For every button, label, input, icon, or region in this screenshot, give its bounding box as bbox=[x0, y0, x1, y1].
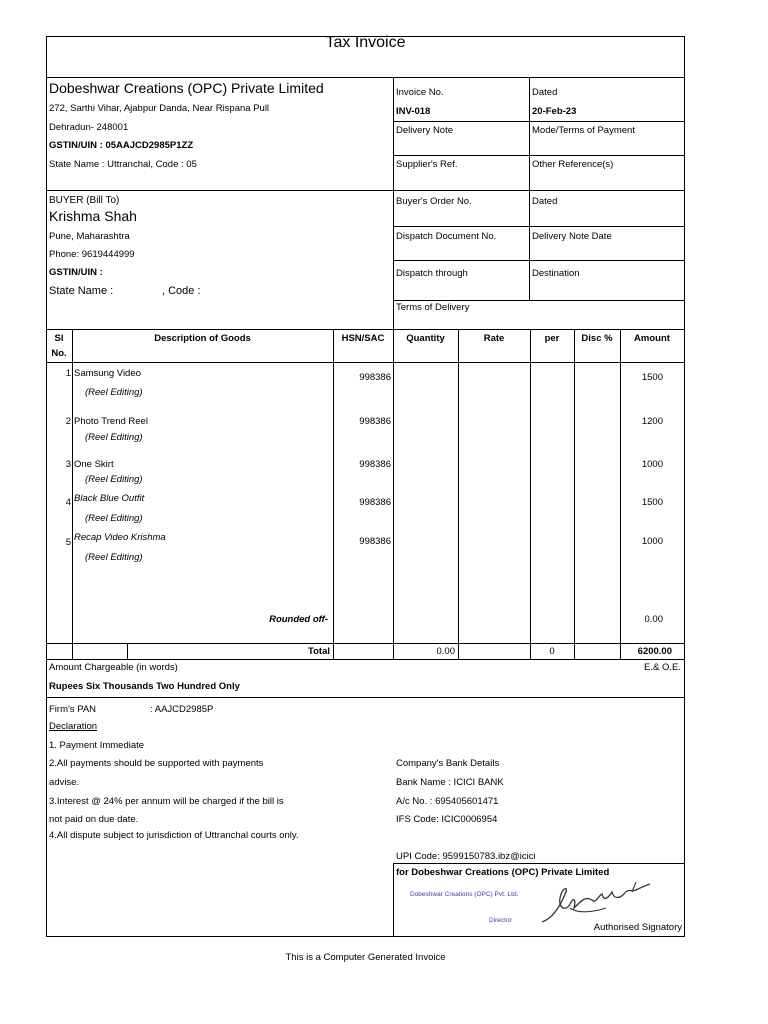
terms-delivery-label: Terms of Delivery bbox=[396, 302, 470, 313]
item-description: Recap Video Krishma bbox=[74, 532, 166, 543]
total-amount: 6200.00 bbox=[637, 646, 672, 657]
total-per: 0 bbox=[549, 646, 555, 657]
buyer-heading: BUYER (Bill To) bbox=[49, 195, 120, 206]
item-amount: 1500 bbox=[641, 372, 663, 383]
delivery-note-date-label: Delivery Note Date bbox=[532, 231, 612, 242]
buyers-order-label: Buyer's Order No. bbox=[396, 196, 472, 207]
item-sub-description: (Reel Editing) bbox=[85, 474, 143, 485]
company-stamp: Dobeshwar Creations (OPC) Pvt. Ltd. bbox=[410, 891, 519, 898]
declaration-line: 3.Interest @ 24% per annum will be charged if the bill is bbox=[49, 796, 284, 807]
amount-words-label: Amount Chargeable (in words) bbox=[49, 662, 178, 673]
item-hsn: 998386 bbox=[359, 497, 391, 508]
header-rate: Rate bbox=[483, 333, 505, 344]
footer-note: This is a Computer Generated Invoice bbox=[285, 952, 446, 963]
item-hsn: 998386 bbox=[359, 372, 391, 383]
header-amount: Amount bbox=[634, 333, 670, 344]
amount-words-value: Rupees Six Thousands Two Hundred Only bbox=[49, 681, 240, 692]
rounded-off-label: Rounded off- bbox=[269, 614, 328, 625]
buyer-name: Krishma Shah bbox=[49, 208, 137, 224]
eoe-label: E.& O.E. bbox=[644, 662, 681, 673]
total-label: Total bbox=[308, 646, 330, 657]
dated2-label: Dated bbox=[532, 196, 558, 207]
item-amount: 1500 bbox=[641, 497, 663, 508]
item-sl: 4 bbox=[65, 497, 71, 508]
item-sub-description: (Reel Editing) bbox=[85, 387, 143, 398]
bank-heading: Company's Bank Details bbox=[396, 758, 500, 769]
mode-terms-label: Mode/Terms of Payment bbox=[532, 125, 635, 136]
invoice-no-label: Invoice No. bbox=[396, 87, 444, 98]
buyer-gstin: GSTIN/UIN : bbox=[49, 267, 103, 278]
dispatch-doc-label: Dispatch Document No. bbox=[396, 231, 497, 242]
item-sl: 5 bbox=[65, 537, 71, 548]
item-sub-description: (Reel Editing) bbox=[85, 513, 143, 524]
item-amount: 1000 bbox=[641, 459, 663, 470]
item-sl: 1 bbox=[65, 368, 71, 379]
rounded-off-amount: 0.00 bbox=[644, 614, 663, 625]
destination-label: Destination bbox=[532, 268, 580, 279]
dated-label: Dated bbox=[532, 87, 558, 98]
for-company-label: for Dobeshwar Creations (OPC) Private Limited bbox=[396, 867, 610, 878]
dispatch-through-label: Dispatch through bbox=[396, 268, 468, 279]
bank-name: Bank Name : ICICI BANK bbox=[396, 777, 504, 788]
bank-ifs: IFS Code: ICIC0006954 bbox=[396, 814, 498, 825]
director-stamp: Director bbox=[489, 917, 512, 924]
suppliers-ref-label: Supplier's Ref. bbox=[396, 159, 458, 170]
item-amount: 1000 bbox=[641, 536, 663, 547]
invoice-no-value: INV-018 bbox=[396, 106, 431, 117]
declaration-line: not paid on due date. bbox=[49, 814, 139, 825]
header-sl: Sl bbox=[54, 333, 64, 344]
item-description: Photo Trend Reel bbox=[74, 416, 148, 427]
declaration-line: 1. Payment Immediate bbox=[49, 740, 145, 751]
declaration-line: 4.All dispute subject to jurisdiction of Uttranchal courts only. bbox=[49, 830, 299, 841]
seller-address-line2: Dehradun- 248001 bbox=[49, 122, 129, 133]
declaration-heading: Declaration bbox=[49, 721, 98, 732]
other-ref-label: Other Reference(s) bbox=[532, 159, 614, 170]
bank-account: A/c No. : 695405601471 bbox=[396, 796, 499, 807]
item-sub-description: (Reel Editing) bbox=[85, 552, 143, 563]
authorised-signatory-label: Authorised Signatory bbox=[593, 922, 682, 933]
header-description: Description of Goods bbox=[154, 333, 251, 344]
pan-label: Firm's PAN bbox=[49, 704, 97, 715]
item-description: Black Blue Outfit bbox=[74, 493, 145, 504]
declaration-line: advise. bbox=[49, 777, 80, 788]
item-amount: 1200 bbox=[641, 416, 663, 427]
item-hsn: 998386 bbox=[359, 536, 391, 547]
item-description: One Skirt bbox=[74, 459, 114, 470]
item-sub-description: (Reel Editing) bbox=[85, 432, 143, 443]
header-disc: Disc % bbox=[581, 333, 613, 344]
buyer-code: , Code : bbox=[162, 285, 201, 297]
item-hsn: 998386 bbox=[359, 459, 391, 470]
seller-state: State Name : Uttranchal, Code : 05 bbox=[49, 159, 197, 170]
buyer-phone: Phone: 9619444999 bbox=[49, 249, 135, 260]
item-sl: 3 bbox=[65, 459, 71, 470]
seller-name: Dobeshwar Creations (OPC) Private Limited bbox=[49, 80, 324, 96]
item-sl: 2 bbox=[65, 416, 71, 427]
dated-value: 20-Feb-23 bbox=[532, 106, 577, 117]
seller-address-line1: 272, Sarthi Vihar, Ajabpur Danda, Near Rispana Pull bbox=[49, 103, 270, 114]
buyer-location: Pune, Maharashtra bbox=[49, 231, 130, 242]
pan-value: : AAJCD2985P bbox=[150, 704, 214, 715]
header-quantity: Quantity bbox=[406, 333, 445, 344]
buyer-state: State Name : bbox=[49, 285, 114, 297]
bank-upi: UPI Code: 9599150783.ibz@icici bbox=[396, 851, 536, 862]
declaration-line: 2.All payments should be supported with payments bbox=[49, 758, 264, 769]
total-quantity: 0.00 bbox=[436, 646, 455, 657]
item-hsn: 998386 bbox=[359, 416, 391, 427]
delivery-note-label: Delivery Note bbox=[396, 125, 454, 136]
header-hsn: HSN/SAC bbox=[341, 333, 385, 344]
invoice-title: Tax Invoice bbox=[325, 34, 406, 51]
seller-gstin: GSTIN/UIN : 05AAJCD2985P1ZZ bbox=[49, 140, 194, 151]
header-per: per bbox=[544, 333, 560, 344]
item-description: Samsung Video bbox=[74, 368, 141, 379]
header-sl-no: No. bbox=[51, 348, 67, 359]
